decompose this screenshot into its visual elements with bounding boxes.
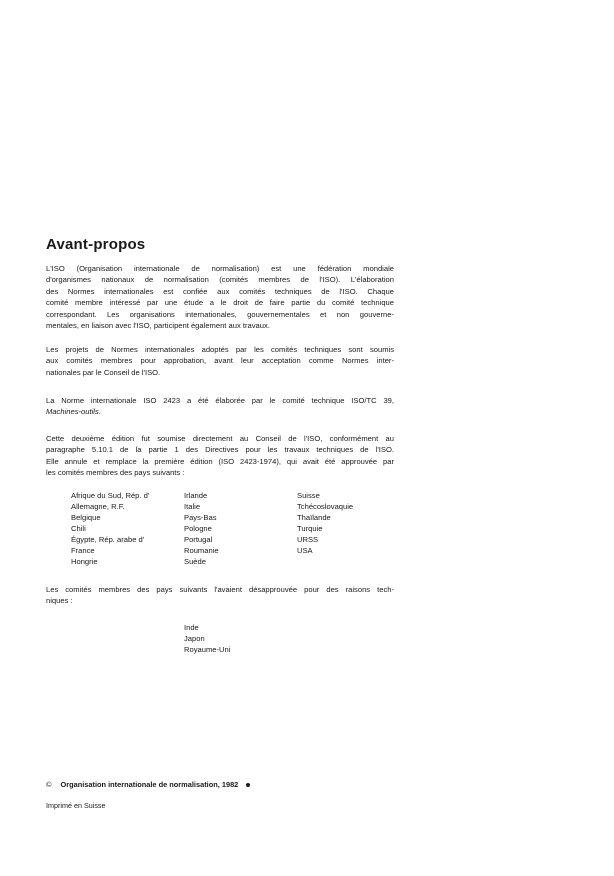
text-line: Cette deuxième édition fut soumise directement au Conseil de l'ISO, conformément au	[46, 434, 394, 443]
text-line	[46, 406, 394, 417]
country: Thaïlande	[297, 513, 331, 522]
country: Pays-Bas	[184, 513, 217, 522]
bullet-dot-icon	[246, 783, 250, 787]
country: Royaume-Uni	[184, 645, 231, 654]
country: Tchécoslovaquie	[297, 502, 354, 511]
country: Roumanie	[184, 546, 219, 555]
country: Égypte, Rép. arabe d'	[71, 535, 145, 544]
approving-countries-column-2	[184, 490, 219, 567]
country: Suisse	[297, 491, 320, 500]
printed-in: Imprimé en Suisse	[46, 801, 106, 810]
disapproving-countries	[184, 622, 230, 655]
text-line: Les projets de Normes internationales adoptés par les comités techniques sont soumis	[46, 345, 394, 354]
text-line: comité membre intéressé par une étude a le droit de faire partie du comité technique	[46, 298, 394, 308]
country: Italie	[184, 502, 201, 511]
paragraph-iso-intro	[46, 263, 394, 331]
paragraph-draft-standards	[46, 344, 394, 378]
text-line: paragraphe 5.10.1 de la partie 1 des Directives pour les travaux techniques de l'ISO.	[46, 445, 394, 455]
country: Japon	[184, 634, 205, 643]
text-line: Elle annule et remplace la première édition (ISO 2423-1974), qui avait été approuvée par	[46, 456, 394, 466]
text-line: Les comités membres des pays suivants l'avaient désapprouvée pour des raisons tech-	[46, 585, 394, 594]
country: Allemagne, R.F.	[71, 502, 125, 511]
country: Afrique du Sud, Rép. d'	[71, 491, 150, 500]
country: Pologne	[184, 524, 212, 533]
text-line: L'ISO (Organisation internationale de normalisation) est une fédération mondiale	[46, 264, 394, 273]
text-line: niques :	[46, 596, 73, 606]
country: USA	[297, 546, 313, 555]
text-line: nationales par le Conseil de l'ISO.	[46, 367, 161, 377]
country: Turquie	[297, 524, 323, 533]
country: URSS	[297, 535, 319, 544]
committee-name: Machines-outils	[46, 407, 99, 417]
text-line: des Normes internationales est confiée aux comités techniques de l'ISO. Chaque	[46, 286, 394, 296]
text-line: correspondant. Les organisations internationales, gouvernementales et non gouverne-	[46, 309, 394, 319]
text-line: d'organismes nationaux de normalisation (comités membres de l'ISO). L'élaboration	[46, 275, 394, 285]
text-line: les comités membres des pays suivants :	[46, 468, 185, 478]
period: .	[98, 407, 101, 417]
approving-countries-column-1	[71, 490, 149, 567]
country: France	[71, 546, 95, 555]
text-line: mentales, en liaison avec l'ISO, participent également aux travaux.	[46, 321, 270, 331]
country: Portugal	[184, 535, 213, 544]
paragraph-disapproval	[46, 584, 394, 607]
paragraph-second-edition	[46, 433, 394, 479]
copyright-footer	[46, 780, 250, 789]
copyright-symbol: ©	[46, 780, 52, 789]
text-line: aux comités membres pour approbation, avant leur acceptation comme Normes inter-	[46, 356, 394, 366]
paragraph-technical-committee	[46, 395, 394, 418]
country: Belgique	[71, 513, 101, 522]
country: Hongrie	[71, 557, 98, 566]
approving-countries-column-3	[297, 490, 353, 556]
country: Chili	[71, 524, 86, 533]
country: Suède	[184, 557, 206, 566]
country: Inde	[184, 623, 199, 632]
country: Irlande	[184, 491, 208, 500]
copyright-text: Organisation internationale de normalisation, 1982	[60, 780, 239, 789]
text-line: La Norme internationale ISO 2423 a été élaborée par le comité technique ISO/TC 39,	[46, 396, 394, 405]
page-title: Avant-propos	[46, 236, 146, 253]
